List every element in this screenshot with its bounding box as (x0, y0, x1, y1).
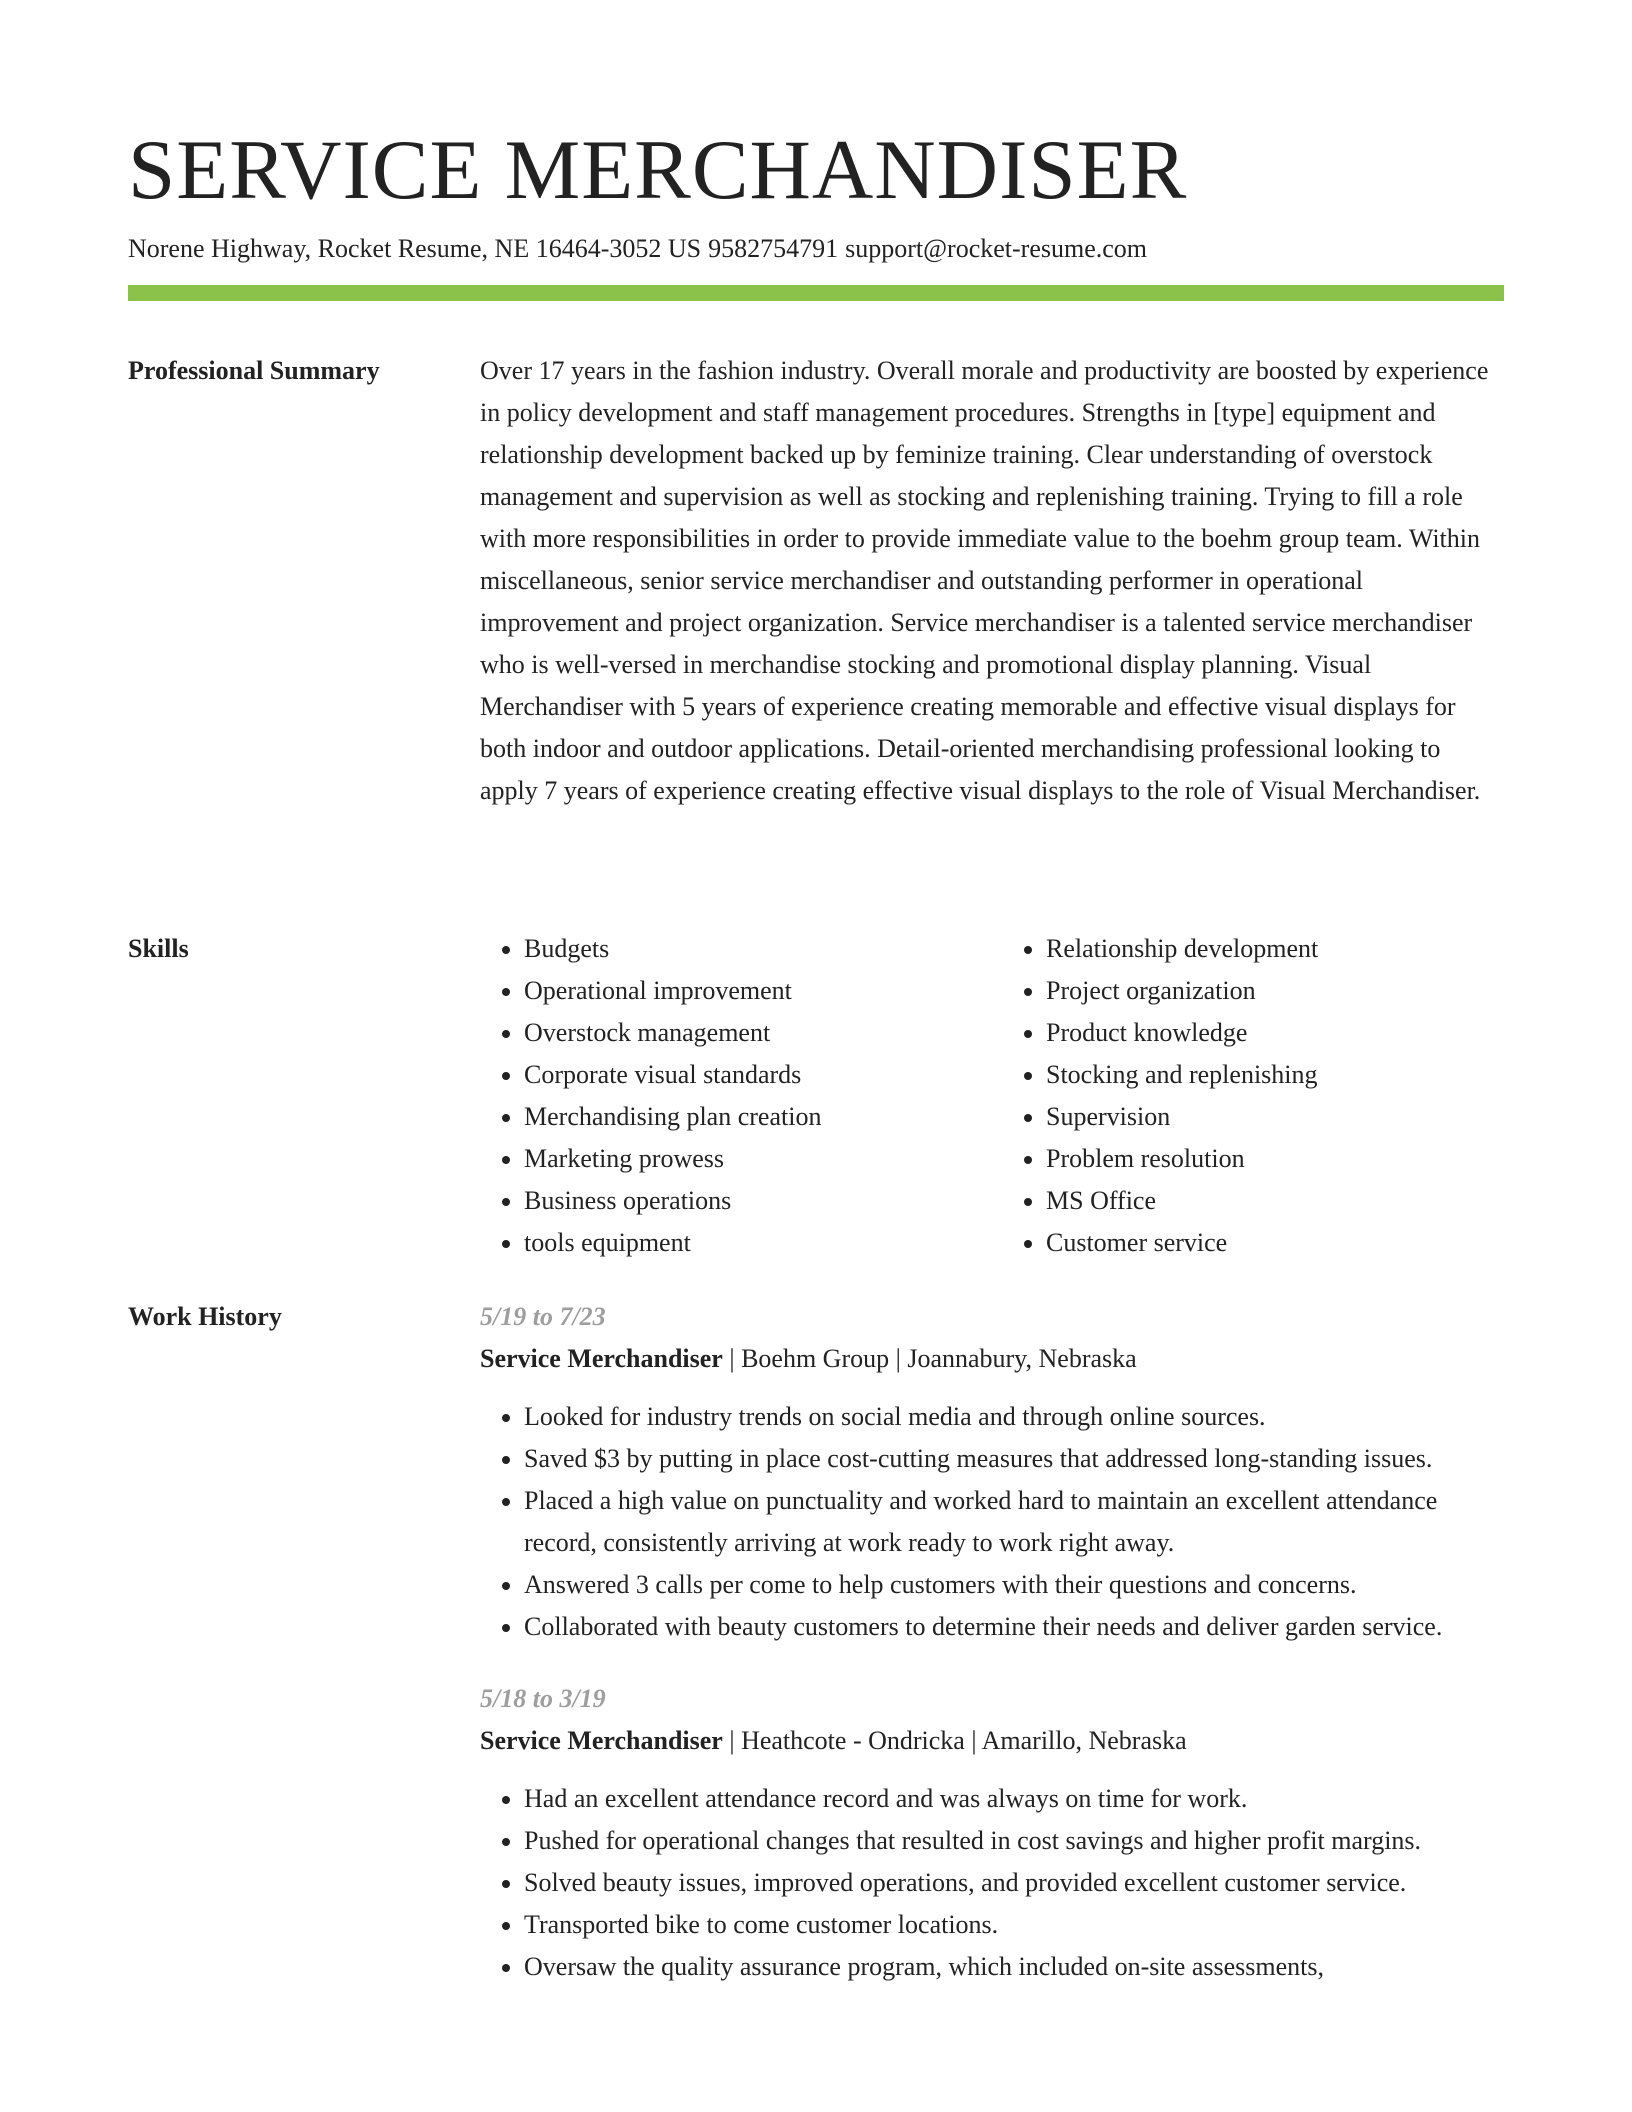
job-header (480, 1720, 1504, 1762)
job-bullet: • Answered 3 calls per come to help customers with their questions and concerns. (524, 1564, 1504, 1606)
skill-item: • Product knowledge (1046, 1012, 1504, 1054)
job-role: Service Merchandiser (480, 1726, 723, 1755)
skill-item: • Merchandising plan creation (524, 1096, 982, 1138)
skill-item: • Business operations (524, 1180, 982, 1222)
skills-columns (480, 928, 1504, 1264)
contact-address: Norene Highway, Rocket Resume, NE 16464-3052 US (128, 234, 702, 263)
job-company: Heathcote - Ondricka (741, 1726, 965, 1755)
job-bullet: • Solved beauty issues, improved operations, and provided excellent customer service. (524, 1862, 1504, 1904)
job-dates: 5/19 to 7/23 (480, 1302, 606, 1331)
job-bullet: • Placed a high value on punctuality and worked hard to maintain an excellent attendance record, consistently arriving at work ready to work right away. (524, 1480, 1504, 1564)
skill-item: • Marketing prowess (524, 1138, 982, 1180)
work-history-body (480, 1296, 1504, 2018)
job-bullets (480, 1778, 1504, 1988)
job-company: Boehm Group (741, 1344, 890, 1373)
summary-text: Over 17 years in the fashion industry. Overall morale and productivity are boosted by experience in policy development and staff management procedures. Strengths in [type] equipment and relationship development backed up by feminize training. Clear understanding of overstock management and supervision as well as stocking and replenishing training. Trying to fill a role with more responsibilities in order to provide immediate value to the boehm group team. Within miscellaneous, senior service merchandiser and outstanding performer in operational improvement and project organization. Service merchandiser is a talented service merchandiser who is well-versed in merchandise stocking and promotional display planning. Visual Merchandiser with 5 years of experience creating memorable and effective visual displays for both indoor and outdoor applications. Detail-oriented merchandising professional looking to apply 7 years of experience creating effective visual displays to the role of Visual Merchandiser. (480, 356, 1489, 805)
job-location: Amarillo, Nebraska (981, 1726, 1187, 1755)
job-bullet: • Saved $3 by putting in place cost-cutting measures that addressed long-standing issues. (524, 1438, 1504, 1480)
job-separator: | (729, 1344, 742, 1373)
header-divider (128, 285, 1504, 301)
summary-heading: Professional Summary (128, 356, 380, 385)
skill-item: • tools equipment (524, 1222, 982, 1264)
skill-item: • Overstock management (524, 1012, 982, 1054)
job-bullet: • Pushed for operational changes that resulted in cost savings and higher profit margins. (524, 1820, 1504, 1862)
job-bullet: • Had an excellent attendance record and was always on time for work. (524, 1778, 1504, 1820)
job-separator: | (971, 1726, 982, 1755)
skill-item: • Operational improvement (524, 970, 982, 1012)
skill-item: • Project organization (1046, 970, 1504, 1012)
skill-item: • Corporate visual standards (524, 1054, 982, 1096)
skill-item: • Customer service (1046, 1222, 1504, 1264)
job-header (480, 1338, 1504, 1380)
skill-item: • Relationship development (1046, 928, 1504, 970)
work-history-heading: Work History (128, 1302, 282, 1331)
skill-item: • Problem resolution (1046, 1138, 1504, 1180)
job-bullet: • Collaborated with beauty customers to determine their needs and deliver garden service. (524, 1606, 1504, 1648)
job-bullet: • Transported bike to come customer locations. (524, 1904, 1504, 1946)
contact-email: support@rocket-resume.com (845, 234, 1148, 263)
job-dates: 5/18 to 3/19 (480, 1684, 606, 1713)
resume-name: SERVICE MERCHANDISER (128, 123, 1188, 217)
contact-line (128, 232, 1147, 266)
job-separator: | (729, 1726, 742, 1755)
job-role: Service Merchandiser (480, 1344, 723, 1373)
skills-list-left (480, 928, 982, 1264)
job-entry (480, 1296, 1504, 1648)
job-bullets (480, 1396, 1504, 1648)
skills-list-right (1002, 928, 1504, 1264)
job-bullet: • Oversaw the quality assurance program, which included on-site assessments, (524, 1946, 1504, 1988)
skill-item: • Budgets (524, 928, 982, 970)
job-entry (480, 1678, 1504, 1988)
skills-heading: Skills (128, 934, 189, 963)
job-location: Joannabury, Nebraska (907, 1344, 1137, 1373)
summary-body (480, 350, 1504, 812)
job-bullet: • Looked for industry trends on social media and through online sources. (524, 1396, 1504, 1438)
contact-phone: 9582754791 (708, 234, 839, 263)
skill-item: • Stocking and replenishing (1046, 1054, 1504, 1096)
job-separator: | (895, 1344, 908, 1373)
skill-item: • MS Office (1046, 1180, 1504, 1222)
skill-item: • Supervision (1046, 1096, 1504, 1138)
